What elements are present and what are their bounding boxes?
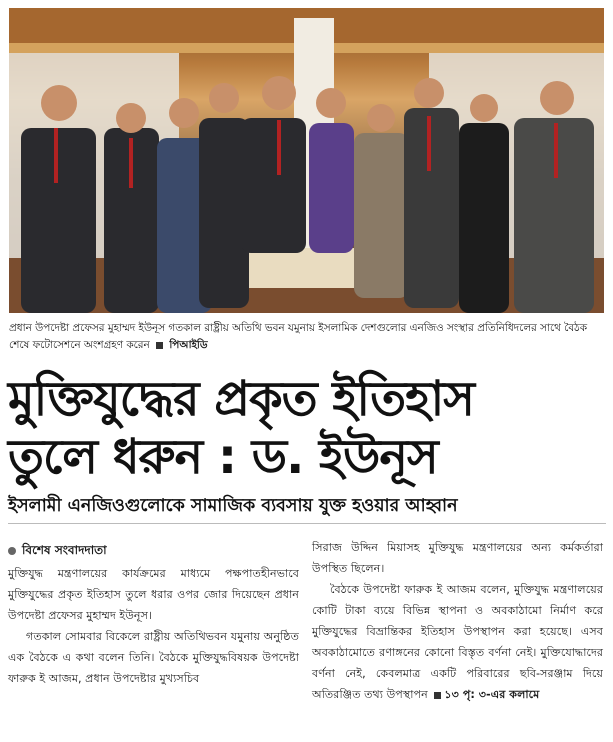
photo-credit: পিআইডি — [169, 339, 208, 351]
article-column-left — [8, 540, 299, 689]
bullet-icon — [8, 547, 16, 555]
photo-caption — [9, 320, 607, 354]
headline — [8, 370, 608, 486]
paragraph-text: বৈঠকে উপদেষ্টা ফারুক ই আজম বলেন, মুক্তিযুদ্ধ মন্ত্রণালয়ের কোটি টাকা ব্যয়ে বিভিন্ন স্থাপনা ও অবকাঠামো নির্মাণ করে মুক্তিযুদ্ধের বিভ্রান্তিকর ইতিহাস উপস্থাপন করা হয়েছে। এসব অবকাঠামোতে রণাঙ্গনের কোনো বিস্তৃত বর্ণনা নেই। মুক্তিযোদ্ধাদের বর্ণনা নেই, কেবলমাত্র একটি পরিবারের ছবি-সরঞ্জাম দিয়ে অতিরঞ্জিত তথ্য উপস্থাপন — [312, 583, 603, 701]
paragraph: গতকাল সোমবার বিকেলে রাষ্ট্রীয় অতিথিভবন যমুনায় অনুষ্ঠিত এক বৈঠকে এ কথা বলেন তিনি। বৈঠকে মুক্তিযুদ্ধবিষয়ক উপদেষ্টা ফারুক ই আজম, প্রধান উপদেষ্টার মুখ্যসচিব — [8, 630, 299, 685]
square-bullet-icon — [156, 342, 163, 349]
group-photo-illustration — [9, 8, 604, 313]
continued-on-link[interactable]: ১৩ পৃ: ৩-এর কলামে — [444, 688, 540, 701]
group-photo — [9, 8, 604, 313]
paragraph — [312, 579, 603, 705]
byline-text: বিশেষ সংবাদদাতা — [22, 543, 107, 557]
caption-text: প্রধান উপদেষ্টা প্রফেসর মুহাম্মদ ইউনূস গতকাল রাষ্ট্রীয় অতিথি ভবন যমুনায় ইসলামিক দেশগুলোর এনজিও সংস্থার প্রতিনিধিদলের সাথে বৈঠক শেষে ফটোসেশনে অংশগ্রহণ করেন — [9, 322, 587, 351]
headline-line-2: তুলে ধরুন : ড. ইউনূস — [8, 429, 438, 485]
divider — [8, 523, 606, 524]
square-bullet-icon — [434, 692, 441, 699]
subheadline: ইসলামী এনজিওগুলোকে সামাজিক ব্যবসায় যুক্ত হওয়ার আহ্বান — [8, 496, 458, 516]
headline-line-1: মুক্তিযুদ্ধের প্রকৃত ইতিহাস — [8, 371, 474, 427]
byline — [8, 540, 299, 561]
paragraph: মুক্তিযুদ্ধ মন্ত্রণালয়ের কার্যক্রমের মাধ্যমে পক্ষপাতহীনভাবে মুক্তিযুদ্ধের প্রকৃত ইতিহাস তুলে ধরার ওপর জোর দিয়েছেন প্রধান উপদেষ্টা প্রফেসর মুহাম্মদ ইউনূস। — [8, 567, 299, 622]
paragraph: সিরাজ উদ্দিন মিয়াসহ মুক্তিযুদ্ধ মন্ত্রণালয়ের অন্য কর্মকর্তারা উপস্থিত ছিলেন। — [312, 541, 603, 575]
article-column-right — [312, 537, 603, 705]
